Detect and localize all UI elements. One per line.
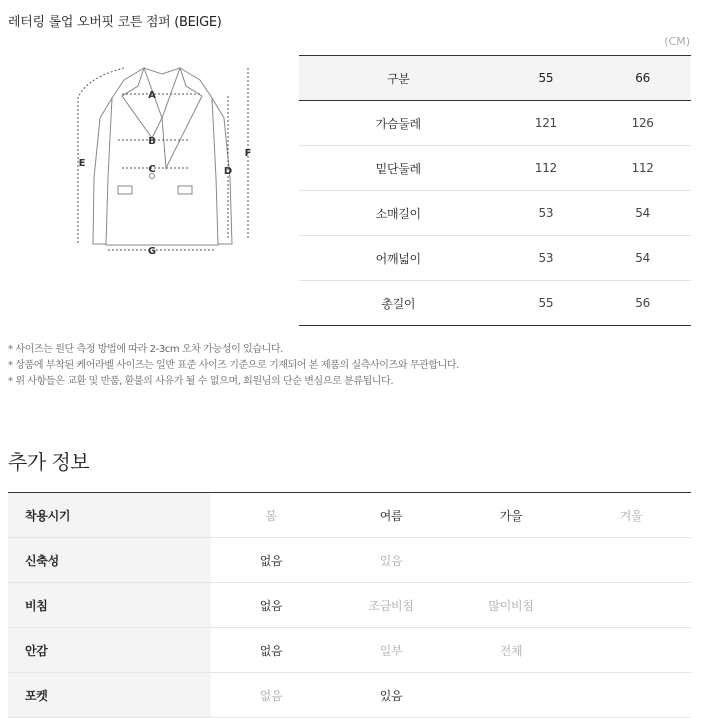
info-label: 비침 [8, 583, 211, 628]
info-label: 신축성 [8, 538, 211, 583]
table-row [299, 236, 691, 281]
table-cell: 126 [594, 101, 691, 146]
table-row [299, 281, 691, 326]
info-label: 안감 [8, 628, 211, 673]
info-option: 있음 [331, 538, 451, 583]
info-option-empty [571, 673, 691, 718]
table-cell: 55 [498, 281, 595, 326]
table-row [299, 146, 691, 191]
info-row [8, 583, 691, 628]
note-line: * 사이즈는 원단 측정 방법에 따라 2-3cm 오차 가능성이 있습니다. [8, 344, 283, 355]
info-option: 여름 [331, 493, 451, 538]
info-row [8, 493, 691, 538]
info-row [8, 538, 691, 583]
info-option-empty [451, 673, 571, 718]
label-b: B [148, 136, 156, 147]
info-option: 많이비침 [451, 583, 571, 628]
size-notes [8, 342, 459, 390]
info-option-empty [571, 583, 691, 628]
table-cell: 56 [594, 281, 691, 326]
note-line: * 위 사항들은 교환 및 반품, 환불의 사유가 될 수 없으며, 회원님의 단순 변심으로 분류됩니다. [8, 376, 394, 387]
info-option: 없음 [211, 673, 331, 718]
row-label: 가슴둘레 [299, 101, 498, 146]
info-option: 없음 [211, 628, 331, 673]
extra-info-title: 추가 정보 [8, 450, 90, 474]
table-row [299, 191, 691, 236]
unit-label: (CM) [664, 35, 690, 48]
table-cell: 53 [498, 236, 595, 281]
info-option: 조금비침 [331, 583, 451, 628]
jacket-size-diagram [66, 58, 266, 263]
label-e: E [78, 158, 86, 169]
label-a: A [148, 90, 156, 101]
info-label: 착용시기 [8, 493, 211, 538]
size-table-header [299, 56, 691, 101]
table-cell: 54 [594, 191, 691, 236]
info-option-empty [451, 538, 571, 583]
row-label: 소매길이 [299, 191, 498, 236]
row-label: 어깨넓이 [299, 236, 498, 281]
label-g: G [147, 246, 157, 257]
info-option: 일부 [331, 628, 451, 673]
table-cell: 112 [594, 146, 691, 191]
note-line: * 상품에 부착된 케어라벨 사이즈는 일반 표준 사이즈 기준으로 기재되어 본 제품의 실측사이즈와 무관합니다. [8, 360, 459, 371]
header-cell: 55 [498, 56, 595, 101]
size-table [299, 55, 691, 326]
row-label: 밑단둘레 [299, 146, 498, 191]
header-cell: 구분 [299, 56, 498, 101]
header-cell: 66 [594, 56, 691, 101]
info-option: 있음 [331, 673, 451, 718]
table-cell: 53 [498, 191, 595, 236]
table-row [299, 101, 691, 146]
table-cell: 121 [498, 101, 595, 146]
info-option-empty [571, 538, 691, 583]
extra-info-table [8, 492, 691, 718]
label-d: D [223, 166, 233, 177]
info-option: 겨울 [571, 493, 691, 538]
info-row [8, 628, 691, 673]
label-c: C [148, 164, 156, 175]
info-option: 가을 [451, 493, 571, 538]
info-option: 봄 [211, 493, 331, 538]
info-option: 없음 [211, 538, 331, 583]
product-title: 레터링 롤업 오버핏 코튼 점퍼 (BEIGE) [8, 15, 222, 30]
info-option: 전체 [451, 628, 571, 673]
info-option: 없음 [211, 583, 331, 628]
info-option-empty [571, 628, 691, 673]
table-cell: 54 [594, 236, 691, 281]
table-cell: 112 [498, 146, 595, 191]
row-label: 총길이 [299, 281, 498, 326]
info-row [8, 673, 691, 718]
jacket-outline [106, 68, 218, 245]
label-f: F [244, 148, 252, 159]
info-label: 포켓 [8, 673, 211, 718]
